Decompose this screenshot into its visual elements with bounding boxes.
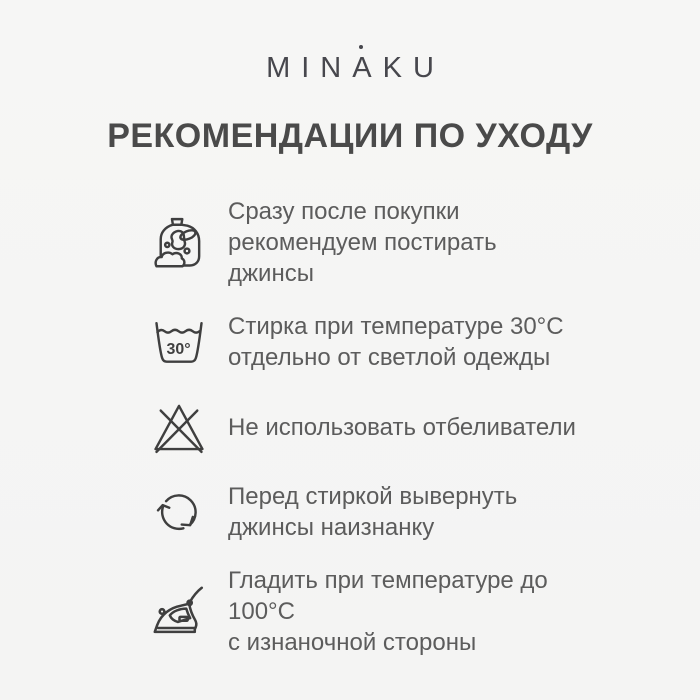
- brand-logo: [0, 0, 700, 85]
- care-text-line: отдельно от светлой одежды: [228, 344, 551, 371]
- brand-logo-text-left: MIN: [266, 52, 353, 84]
- care-text-line: Сразу после покупки: [228, 198, 460, 225]
- care-item-text: [228, 565, 598, 658]
- care-text-line: Гладить при температуре до 100°С: [228, 567, 548, 625]
- care-item-no-bleach: [138, 395, 598, 459]
- care-text-line: джинсы наизнанку: [228, 514, 435, 541]
- no-bleach-icon: [138, 395, 220, 459]
- brand-logo-text-right: KU: [382, 52, 445, 84]
- brand-logo-letter-a: [352, 52, 382, 85]
- care-text-line: Не использовать отбеливатели: [228, 413, 576, 441]
- care-item-wash-30: [138, 311, 598, 373]
- care-text-line: Стирка при температуре 30°С: [228, 313, 564, 340]
- care-text-line: джинсы: [228, 260, 314, 287]
- care-item-text: [228, 311, 564, 373]
- iron-icon: [138, 582, 220, 642]
- wash-30-icon: [138, 311, 220, 373]
- page-title: РЕКОМЕНДАЦИИ ПО УХОДУ: [107, 117, 593, 155]
- care-text-line: с изнаночной стороны: [228, 629, 477, 656]
- turn-inside-out-icon: [138, 481, 220, 543]
- care-item-ironing: [138, 565, 598, 658]
- detergent-bottle-icon: [138, 211, 220, 275]
- brand-logo-letter-a-text: A: [352, 52, 383, 84]
- care-item-text: [228, 412, 576, 443]
- wash-temperature-label: 30°: [166, 341, 191, 359]
- care-text-line: рекомендуем постирать: [228, 229, 497, 256]
- care-item-turn-inside-out: [138, 481, 598, 543]
- care-text-line: Перед стиркой вывернуть: [228, 483, 518, 510]
- care-list: [138, 196, 598, 658]
- care-item-text: [228, 481, 517, 543]
- care-item-text: [228, 196, 497, 289]
- logo-a-dot: [359, 45, 363, 49]
- care-item-wash-after-purchase: [138, 196, 598, 289]
